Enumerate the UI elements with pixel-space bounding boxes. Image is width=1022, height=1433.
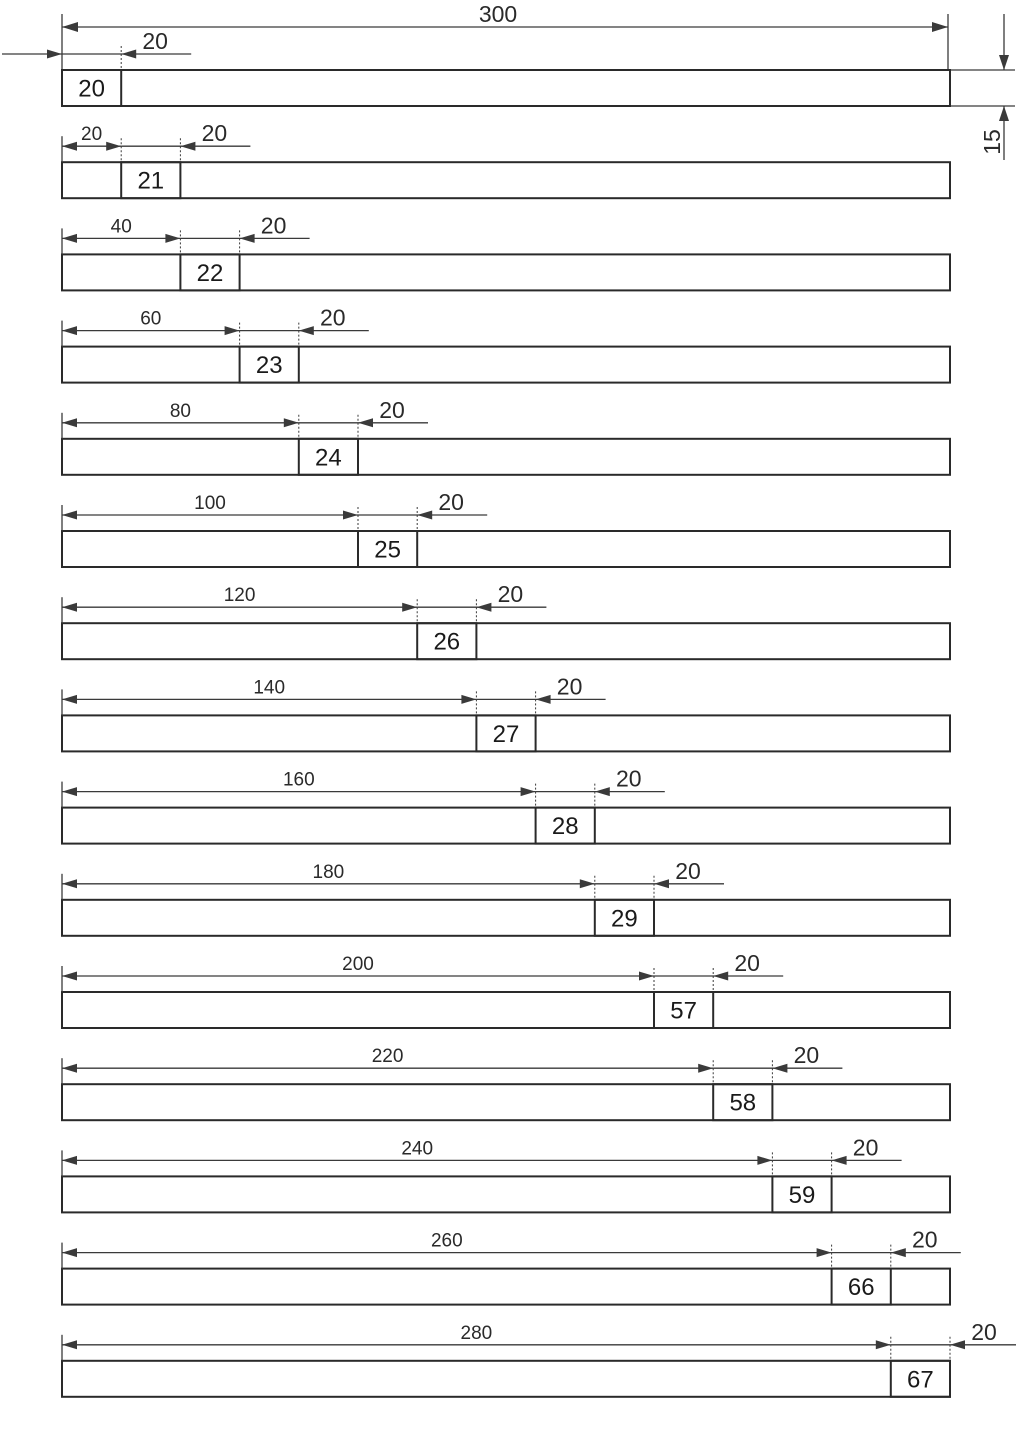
cell-width-arrow	[240, 234, 255, 243]
cell-width-arrow	[299, 326, 314, 335]
cell-width-arrow	[891, 1248, 906, 1257]
cell-number: 23	[255, 352, 283, 380]
cell-width-label: 20	[201, 120, 228, 147]
cell-number: 21	[137, 167, 165, 195]
cell-width-label: 20	[971, 1318, 997, 1345]
cell-number: 22	[196, 259, 224, 287]
strip-row	[62, 305, 950, 383]
offset-right-arrow	[225, 326, 240, 335]
cell-width-label: 20	[379, 396, 405, 423]
strip-bar	[62, 992, 950, 1028]
offset-left-arrow	[62, 1340, 77, 1349]
cell-width-label: 20	[438, 489, 464, 515]
cell-width-arrow	[713, 972, 728, 981]
offset-left-arrow	[62, 603, 77, 612]
cell-number: 24	[315, 444, 342, 472]
cell-number: 67	[907, 1366, 934, 1394]
strip-row	[62, 858, 950, 936]
strip-row	[62, 766, 950, 844]
strip-bar	[62, 1176, 950, 1212]
cell-width-arrow	[358, 418, 373, 427]
offset-left-arrow	[62, 1156, 77, 1165]
cell-number: 27	[492, 720, 520, 748]
offset-left-arrow	[62, 1248, 77, 1257]
cell-width-label: 20	[912, 1226, 938, 1253]
strip-bar	[62, 439, 950, 475]
strip-row	[62, 120, 950, 198]
offset-right-arrow	[639, 972, 654, 981]
strip-rows	[2, 28, 1016, 1397]
offset-left-arrow	[62, 1064, 77, 1073]
offset-left-arrow	[62, 787, 77, 796]
offset-right-arrow	[817, 1248, 832, 1257]
cell-width-arrow	[417, 511, 432, 520]
cell-width-label: 20	[142, 28, 168, 54]
offset-label: 60	[140, 308, 162, 330]
strip-bar	[62, 70, 950, 106]
cell-width-arrow	[950, 1340, 965, 1349]
offset-label: 180	[312, 861, 345, 883]
strip-bar	[62, 1361, 950, 1397]
strip-row	[62, 1227, 961, 1305]
offset-label: 200	[342, 954, 374, 975]
cell-width-label: 20	[320, 304, 346, 331]
offset-label: 260	[430, 1230, 463, 1252]
cell-width-arrow	[772, 1064, 787, 1073]
offset-label: 120	[223, 585, 256, 607]
strip-row	[2, 28, 950, 106]
cell-number: 20	[78, 75, 105, 103]
strip-bar	[62, 1269, 950, 1305]
cell-width-arrow	[476, 603, 491, 612]
strip-bar	[62, 531, 950, 567]
offset-right-arrow	[284, 418, 299, 427]
offset-label: 220	[371, 1046, 404, 1068]
cell-width-label: 20	[556, 673, 583, 700]
offset-label: 140	[253, 677, 286, 699]
offset-right-arrow	[402, 603, 417, 612]
offset-right-arrow	[165, 234, 180, 243]
strip-bar	[62, 1084, 950, 1120]
offset-label: 20	[81, 124, 103, 146]
cell-width-arrow	[595, 787, 610, 796]
cell-width-arrow	[121, 50, 136, 59]
offset-left-arrow	[62, 234, 77, 243]
cell-width-label: 20	[497, 581, 524, 608]
offset-left-arrow	[62, 695, 77, 704]
cell-number: 26	[433, 628, 461, 656]
offset-right-arrow	[698, 1064, 713, 1073]
offset-left-arrow	[62, 972, 77, 981]
cell-width-label: 20	[793, 1042, 820, 1069]
strip-bar	[62, 623, 950, 659]
offset-right-arrow	[461, 695, 476, 704]
cell-width-label: 20	[675, 857, 701, 884]
strip-row	[62, 950, 950, 1028]
cell-width-arrow	[180, 142, 195, 151]
offset-left-arrow	[62, 511, 77, 520]
cell-width-label: 20	[734, 950, 760, 976]
cell-number: 28	[551, 813, 579, 841]
strip-bar	[62, 900, 950, 936]
cell-width-label: 20	[260, 212, 287, 239]
strip-row	[62, 1134, 950, 1212]
cell-width-arrow	[832, 1156, 847, 1165]
cell-width-label: 20	[616, 765, 642, 792]
offset-right-arrow	[876, 1340, 891, 1349]
offset-label: 100	[194, 493, 226, 514]
overall-right-arrow	[932, 22, 948, 32]
offset-right-arrow	[106, 142, 121, 151]
offset-left-arrow	[62, 142, 77, 151]
offset-right-arrow	[343, 511, 358, 520]
offset-right-arrow	[757, 1156, 772, 1165]
strip-row	[62, 489, 950, 567]
height-top-arrow	[999, 55, 1009, 70]
strip-row	[62, 1042, 950, 1120]
overall-left-arrow	[62, 22, 78, 32]
cell-number: 58	[729, 1089, 757, 1117]
strip-bar	[62, 162, 950, 198]
cell-lead-arrow	[47, 50, 62, 59]
cell-width-arrow	[536, 695, 551, 704]
cell-width-label: 20	[852, 1134, 879, 1161]
offset-left-arrow	[62, 326, 77, 335]
offset-right-arrow	[521, 787, 536, 796]
strip-bar	[62, 347, 950, 383]
strip-row	[62, 212, 950, 290]
offset-label: 40	[110, 216, 132, 238]
height-label: 15	[979, 129, 1005, 155]
offset-label: 240	[401, 1138, 434, 1160]
cell-width-arrow	[654, 879, 669, 888]
height-bottom-arrow	[999, 106, 1009, 121]
offset-label: 80	[169, 400, 191, 422]
strip-row	[62, 1319, 1016, 1397]
strip-row	[62, 397, 950, 475]
offset-label: 280	[460, 1322, 493, 1344]
strip-bar	[62, 254, 950, 290]
strip-row	[62, 581, 950, 659]
strip-bar	[62, 808, 950, 844]
offset-left-arrow	[62, 418, 77, 427]
cell-number: 29	[611, 905, 638, 933]
cell-number: 66	[847, 1274, 875, 1302]
cell-number: 59	[788, 1181, 816, 1209]
offset-left-arrow	[62, 879, 77, 888]
cell-number: 25	[374, 536, 401, 564]
offset-right-arrow	[580, 879, 595, 888]
cell-number: 57	[670, 997, 697, 1025]
overall-length-label: 300	[478, 1, 518, 27]
offset-label: 160	[282, 769, 315, 791]
strip-row	[62, 673, 950, 751]
